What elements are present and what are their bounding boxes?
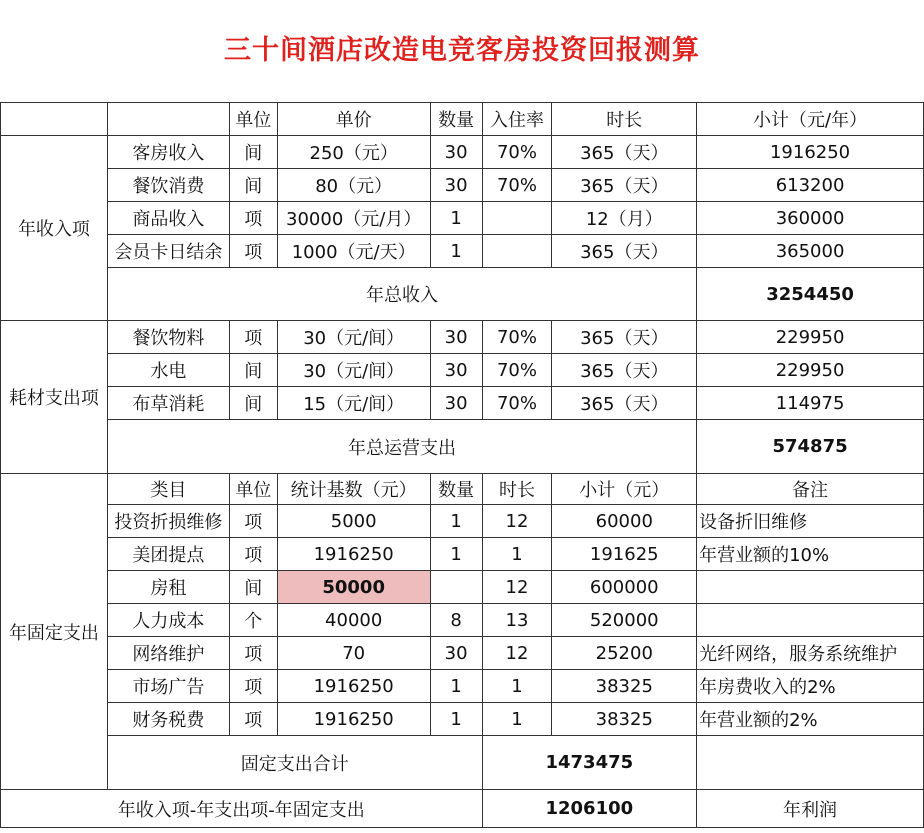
cell-price: 30（元/间） — [277, 321, 430, 354]
cell-qty: 30 — [430, 354, 482, 387]
cell-qty: 1 — [430, 505, 482, 538]
cell-name: 投资折损维修 — [107, 505, 229, 538]
cell-subtotal: 360000 — [697, 202, 924, 235]
cell-subtotal: 60000 — [552, 505, 697, 538]
cell-name: 会员卡日结余 — [107, 235, 229, 268]
header-cell: 时长 — [552, 103, 697, 136]
cell-unit: 个 — [229, 604, 277, 637]
cell-price: 30000（元/月） — [277, 202, 430, 235]
fixed-row — [1, 637, 924, 670]
header-cell: 数量 — [430, 103, 482, 136]
cell-unit: 项 — [229, 235, 277, 268]
cell-price: 1000（元/天） — [277, 235, 430, 268]
cell-duration: 1 — [482, 538, 552, 571]
cell-unit: 项 — [229, 202, 277, 235]
cell-duration: 1 — [482, 670, 552, 703]
header-cell: 小计（元/年） — [697, 103, 924, 136]
header-cell — [1, 103, 108, 136]
cell-unit: 项 — [229, 505, 277, 538]
fixed-header-duration: 时长 — [482, 474, 552, 505]
cell-note: 年房费收入的2% — [697, 670, 924, 703]
header-cell: 单价 — [277, 103, 430, 136]
fixed-header-base: 统计基数（元） — [277, 474, 430, 505]
cell-unit: 间 — [229, 169, 277, 202]
cell-name: 商品收入 — [107, 202, 229, 235]
cell-unit: 间 — [229, 571, 277, 604]
fixed-total-empty — [697, 736, 924, 790]
cell-unit: 间 — [229, 354, 277, 387]
section-label-consumables: 耗材支出项 — [1, 321, 108, 474]
page-title: 三十间酒店改造电竞客房投资回报测算 — [224, 35, 700, 66]
cell-unit: 项 — [229, 538, 277, 571]
fixed-row — [1, 703, 924, 736]
cell-qty: 1 — [430, 703, 482, 736]
profit-value: 1206100 — [482, 790, 697, 828]
cell-duration: 365（天） — [552, 169, 697, 202]
cell-qty: 30 — [430, 136, 482, 169]
consumable-row — [1, 321, 924, 354]
cell-subtotal: 600000 — [552, 571, 697, 604]
cell-price: 80（元） — [277, 169, 430, 202]
cell-note: 光纤网络，服务系统维护 — [697, 637, 924, 670]
cell-base: 50000 — [277, 571, 430, 604]
cell-subtotal: 25200 — [552, 637, 697, 670]
consumable-row — [1, 387, 924, 420]
header-cell: 单位 — [229, 103, 277, 136]
cell-qty: 8 — [430, 604, 482, 637]
cell-duration: 12（月） — [552, 202, 697, 235]
income-row — [1, 235, 924, 268]
cell-duration: 12 — [482, 505, 552, 538]
cell-name: 网络维护 — [107, 637, 229, 670]
cell-subtotal: 114975 — [697, 387, 924, 420]
section-label-fixed: 年固定支出 — [1, 474, 108, 790]
income-row — [1, 169, 924, 202]
cell-qty: 1 — [430, 670, 482, 703]
cell-name: 水电 — [107, 354, 229, 387]
consumables-total-row — [1, 420, 924, 474]
cell-subtotal: 229950 — [697, 354, 924, 387]
fixed-header-note: 备注 — [697, 474, 924, 505]
fixed-total-row — [1, 736, 924, 790]
cell-duration: 12 — [482, 637, 552, 670]
income-row — [1, 136, 924, 169]
cell-note: 年营业额的10% — [697, 538, 924, 571]
profit-formula: 年收入项-年支出项-年固定支出 — [1, 790, 483, 828]
investment-table — [0, 102, 924, 828]
cell-subtotal: 365000 — [697, 235, 924, 268]
header-cell: 入住率 — [482, 103, 552, 136]
cell-unit: 间 — [229, 387, 277, 420]
fixed-row — [1, 670, 924, 703]
cell-base: 40000 — [277, 604, 430, 637]
cell-duration: 365（天） — [552, 354, 697, 387]
cell-subtotal: 1916250 — [697, 136, 924, 169]
cell-note — [697, 571, 924, 604]
cell-rate: 70% — [482, 321, 552, 354]
cell-name: 财务税费 — [107, 703, 229, 736]
cell-unit: 项 — [229, 637, 277, 670]
cell-qty: 1 — [430, 202, 482, 235]
cell-base: 1916250 — [277, 538, 430, 571]
income-total-value: 3254450 — [697, 268, 924, 321]
cell-subtotal: 38325 — [552, 670, 697, 703]
cell-name: 美团提点 — [107, 538, 229, 571]
cell-name: 市场广告 — [107, 670, 229, 703]
cell-name: 房租 — [107, 571, 229, 604]
fixed-row — [1, 604, 924, 637]
consumables-total-value: 574875 — [697, 420, 924, 474]
cell-subtotal: 613200 — [697, 169, 924, 202]
cell-rate: 70% — [482, 354, 552, 387]
fixed-row — [1, 571, 924, 604]
cell-unit: 项 — [229, 703, 277, 736]
profit-label: 年利润 — [697, 790, 924, 828]
cell-rate: 70% — [482, 169, 552, 202]
fixed-total-value: 1473475 — [482, 736, 697, 790]
cell-qty: 1 — [430, 538, 482, 571]
cell-name: 客房收入 — [107, 136, 229, 169]
cell-duration: 13 — [482, 604, 552, 637]
cell-subtotal: 520000 — [552, 604, 697, 637]
cell-base: 1916250 — [277, 703, 430, 736]
cell-qty: 30 — [430, 169, 482, 202]
cell-qty: 30 — [430, 637, 482, 670]
cell-base: 1916250 — [277, 670, 430, 703]
income-header-row — [1, 103, 924, 136]
cell-qty: 30 — [430, 387, 482, 420]
cell-unit: 项 — [229, 670, 277, 703]
cell-duration: 365（天） — [552, 136, 697, 169]
cell-subtotal: 38325 — [552, 703, 697, 736]
fixed-row — [1, 505, 924, 538]
cell-rate — [482, 202, 552, 235]
cell-name: 餐饮物料 — [107, 321, 229, 354]
cell-unit: 间 — [229, 136, 277, 169]
cell-subtotal: 191625 — [552, 538, 697, 571]
income-total-label: 年总收入 — [107, 268, 696, 321]
cell-duration: 365（天） — [552, 321, 697, 354]
cell-price: 250（元） — [277, 136, 430, 169]
cell-price: 30（元/间） — [277, 354, 430, 387]
cell-unit: 项 — [229, 321, 277, 354]
cell-rate: 70% — [482, 136, 552, 169]
consumable-row — [1, 354, 924, 387]
cell-price: 15（元/间） — [277, 387, 430, 420]
fixed-header-row — [1, 474, 924, 505]
fixed-header-qty: 数量 — [430, 474, 482, 505]
header-cell — [107, 103, 229, 136]
income-total-row — [1, 268, 924, 321]
fixed-header-category: 类目 — [107, 474, 229, 505]
fixed-row — [1, 538, 924, 571]
cell-rate: 70% — [482, 387, 552, 420]
cell-qty: 1 — [430, 235, 482, 268]
section-label-income: 年收入项 — [1, 136, 108, 321]
cell-duration: 365（天） — [552, 235, 697, 268]
fixed-total-label: 固定支出合计 — [107, 736, 482, 790]
cell-duration: 1 — [482, 703, 552, 736]
cell-name: 人力成本 — [107, 604, 229, 637]
cell-duration: 12 — [482, 571, 552, 604]
cell-rate — [482, 235, 552, 268]
cell-base: 70 — [277, 637, 430, 670]
cell-qty: 30 — [430, 321, 482, 354]
cell-name: 餐饮消费 — [107, 169, 229, 202]
cell-note: 年营业额的2% — [697, 703, 924, 736]
cell-base: 5000 — [277, 505, 430, 538]
cell-name: 布草消耗 — [107, 387, 229, 420]
consumables-total-label: 年总运营支出 — [107, 420, 696, 474]
income-row — [1, 202, 924, 235]
cell-qty — [430, 571, 482, 604]
cell-note: 设备折旧维修 — [697, 505, 924, 538]
cell-note — [697, 604, 924, 637]
cell-subtotal: 229950 — [697, 321, 924, 354]
cell-duration: 365（天） — [552, 387, 697, 420]
profit-row — [1, 790, 924, 828]
fixed-header-subtotal: 小计（元） — [552, 474, 697, 505]
fixed-header-unit: 单位 — [229, 474, 277, 505]
